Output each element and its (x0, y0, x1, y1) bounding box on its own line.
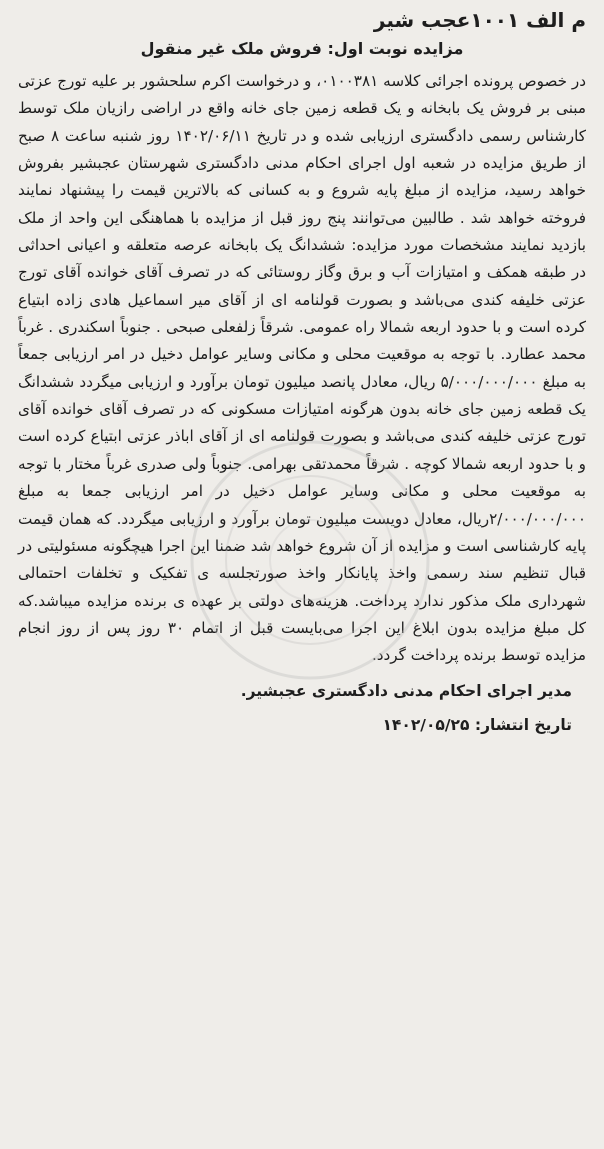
auction-notice (18, 6, 586, 740)
notice-code: م الف ۱۰۰۱عجب شیر (373, 8, 586, 32)
notice-title: مزایده نوبت اول: فروش ملک غیر منقول (140, 39, 464, 58)
notice-body: در خصوص پرونده اجرائی کلاسه ۰۱۰۰۳۸۱، و درخواست اکرم سلحشور بر علیه تورج عزتی مبنی بر فروش یک بابخانه و یک قطعه زمین جای خانه واقع در اراضی رازیان ملک توسط کارشناس رسمی دادگستری ارزیابی شده و در تاریخ ۱۴۰۲/۰۶/۱۱ روز شنبه ساعت ۸ صبح از طریق مزایده در شعبه اول اجرای احکام مدنی دادگستری شهرستان عجبشیر بفروش خواهد رسید، مزایده از مبلغ پایه شروع و به کسانی که بالاترین قیمت را پیشنهاد نمایند فروخته خواهد شد . طالبین می‌توانند پنج روز قبل از مزایده با هماهنگی این واحد از ملک بازدید نمایند مشخصات مورد مزایده: ششدانگ یک بابخانه عرصه متعلقه و اعیانی احداثی در طبقه همکف و امتیازات آب و برق وگاز روستائی که در تصرف آقای خوانده آقای تورج عزتی خلیفه کندی می‌باشد و بصورت قولنامه ای از آقای میر اسماعیل هادی زاده ابتیاع کرده است و با حدود اربعه شمالا راه عمومی. شرقاً زلفعلی صبحی . جنوباً اسکندری . غرباً محمد عطارد. با توجه به موقعیت محلی و مکانی وسایر عوامل دخیل در امر ارزیابی جمعاً به مبلغ ۵/۰۰۰/۰۰۰/۰۰۰ ریال، معادل پانصد میلیون تومان برآورد و ارزیابی میگردد ششدانگ یک قطعه زمین جای خانه بدون هرگونه امتیازات مسکونی که در تصرف آقای خوانده آقای تورج عزتی خلیفه کندی می‌باشد و بصورت قولنامه ای از آقای اباذر عزتی ابتیاع کرده است و با حدود اربعه شمالا کوچه . شرقاً محمدتقی بهرامی. جنوباً ولی صدری غرباً مختار با توجه به موقعیت محلی و مکانی وسایر عوامل دخیل در امر ارزیابی جمعا به مبلغ ۲/۰۰۰/۰۰۰/۰۰۰ریال، معادل دویست میلیون تومان برآورد و ارزیابی میگردد. که همان قیمت پایه کارشناسی است و مزایده از آن شروع خواهد شد ضمنا این اجرا هیچگونه مسئولیتی در قبال تنظیم سند رسمی واخذ پایانکار واخذ صورتجلسه ی تفکیک و تخلفات احتمالی شهرداری ملک مذکور ندارد پرداخت. هزینه‌های دولتی بر عهده ی برنده مزایده میباشد.که کل مبلغ مزایده بدون ابلاغ این اجرا می‌بایست قبل از اتمام ۳۰ روز پس از روز انجام مزایده توسط برنده پرداخت گردد. (18, 72, 587, 665)
publish-date: تاریخ انتشار: ۱۴۰۲/۰۵/۲۵ (382, 715, 572, 734)
notice-signature: مدیر اجرای احکام مدنی دادگستری عجبشیر. (240, 681, 572, 700)
